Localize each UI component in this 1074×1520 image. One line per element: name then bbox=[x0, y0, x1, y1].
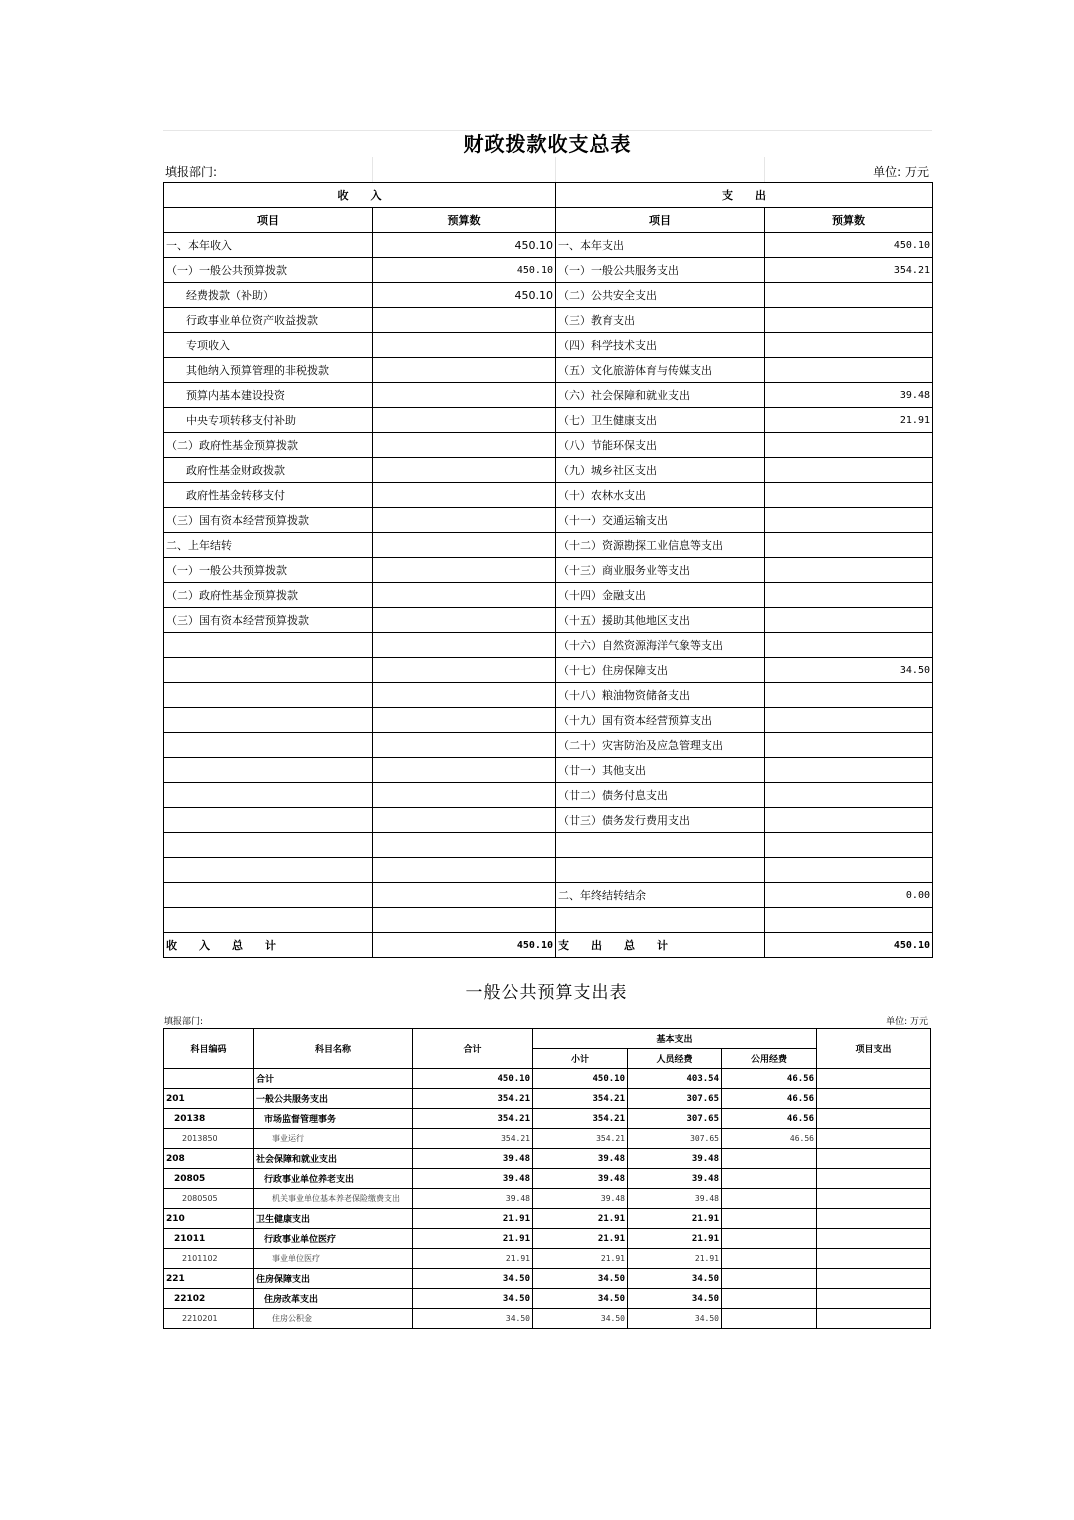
table2-row bbox=[164, 1249, 931, 1269]
cell-subtotal: 21.91 bbox=[533, 1229, 628, 1249]
expense-item: （五）文化旅游体育与传媒支出 bbox=[556, 358, 765, 383]
cell-name: 住房改革支出 bbox=[254, 1289, 413, 1309]
table2-row bbox=[164, 1169, 931, 1189]
table1-row bbox=[164, 808, 933, 833]
table2-row bbox=[164, 1289, 931, 1309]
expense-item: （廿二）债务付息支出 bbox=[556, 783, 765, 808]
expense-value bbox=[765, 833, 933, 858]
cell-subtotal: 354.21 bbox=[533, 1089, 628, 1109]
income-budget-header: 预算数 bbox=[373, 208, 556, 233]
cell-public bbox=[722, 1209, 817, 1229]
cell-name: 市场监督管理事务 bbox=[254, 1109, 413, 1129]
table1-row bbox=[164, 508, 933, 533]
expense-value bbox=[765, 533, 933, 558]
expense-value: 34.50 bbox=[765, 658, 933, 683]
table2-row bbox=[164, 1229, 931, 1249]
income-value bbox=[373, 808, 556, 833]
expense-value: 450.10 bbox=[765, 233, 933, 258]
cell-subtotal: 34.50 bbox=[533, 1289, 628, 1309]
income-item bbox=[164, 633, 373, 658]
expense-item: （十四）金融支出 bbox=[556, 583, 765, 608]
cell-public bbox=[722, 1309, 817, 1329]
table1-row bbox=[164, 258, 933, 283]
expense-value: 354.21 bbox=[765, 258, 933, 283]
cell-code bbox=[164, 1069, 254, 1089]
expense-item: （十）农林水支出 bbox=[556, 483, 765, 508]
cell-total: 21.91 bbox=[413, 1249, 533, 1269]
income-item: 其他纳入预算管理的非税拨款 bbox=[164, 358, 373, 383]
cell-name: 行政事业单位养老支出 bbox=[254, 1169, 413, 1189]
cell-code: 2013850 bbox=[164, 1129, 254, 1149]
income-item: （一）一般公共预算拨款 bbox=[164, 258, 373, 283]
income-header: 收 入 bbox=[164, 183, 556, 208]
income-item bbox=[164, 758, 373, 783]
cell-total: 21.91 bbox=[413, 1209, 533, 1229]
cell-project bbox=[817, 1109, 931, 1129]
income-item: 专项收入 bbox=[164, 333, 373, 358]
name-header: 科目名称 bbox=[254, 1029, 413, 1069]
cell-subtotal: 34.50 bbox=[533, 1269, 628, 1289]
cell-subtotal: 39.48 bbox=[533, 1189, 628, 1209]
cell-subtotal: 34.50 bbox=[533, 1309, 628, 1329]
table1-row bbox=[164, 708, 933, 733]
income-value bbox=[373, 408, 556, 433]
cell-public: 46.56 bbox=[722, 1089, 817, 1109]
cell-personnel: 34.50 bbox=[628, 1309, 722, 1329]
cell-personnel: 39.48 bbox=[628, 1149, 722, 1169]
cell-personnel: 21.91 bbox=[628, 1229, 722, 1249]
cell-code: 2101102 bbox=[164, 1249, 254, 1269]
table1-title: 财政拨款收支总表 bbox=[163, 130, 932, 157]
income-value bbox=[373, 583, 556, 608]
expense-item: （十九）国有资本经营预算支出 bbox=[556, 708, 765, 733]
cell-personnel: 21.91 bbox=[628, 1209, 722, 1229]
cell-code: 201 bbox=[164, 1089, 254, 1109]
total-header: 合计 bbox=[413, 1029, 533, 1069]
income-item: 预算内基本建设投资 bbox=[164, 383, 373, 408]
income-value bbox=[373, 633, 556, 658]
table1-row bbox=[164, 683, 933, 708]
cell-total: 34.50 bbox=[413, 1309, 533, 1329]
cell-subtotal: 21.91 bbox=[533, 1209, 628, 1229]
cell-personnel: 34.50 bbox=[628, 1289, 722, 1309]
income-value bbox=[373, 308, 556, 333]
cell-personnel: 39.48 bbox=[628, 1169, 722, 1189]
cell-code: 208 bbox=[164, 1149, 254, 1169]
cell-code: 2210201 bbox=[164, 1309, 254, 1329]
expense-item: （十五）援助其他地区支出 bbox=[556, 608, 765, 633]
cell-public bbox=[722, 1149, 817, 1169]
cell-total: 39.48 bbox=[413, 1149, 533, 1169]
table1-row bbox=[164, 408, 933, 433]
income-total-value: 450.10 bbox=[373, 933, 556, 958]
income-item: （二）政府性基金预算拨款 bbox=[164, 583, 373, 608]
table1-row bbox=[164, 908, 933, 933]
expense-value bbox=[765, 858, 933, 883]
personnel-header: 人员经费 bbox=[628, 1049, 722, 1069]
cell-public bbox=[722, 1169, 817, 1189]
expense-value bbox=[765, 358, 933, 383]
income-item: 政府性基金转移支付 bbox=[164, 483, 373, 508]
expense-value bbox=[765, 333, 933, 358]
cell-total: 354.21 bbox=[413, 1109, 533, 1129]
expense-item: （九）城乡社区支出 bbox=[556, 458, 765, 483]
income-item bbox=[164, 708, 373, 733]
income-value: 450.10 bbox=[373, 258, 556, 283]
income-value bbox=[373, 483, 556, 508]
table2-row bbox=[164, 1209, 931, 1229]
income-value bbox=[373, 733, 556, 758]
cell-total: 354.21 bbox=[413, 1129, 533, 1149]
fiscal-summary-table bbox=[163, 130, 932, 958]
income-item bbox=[164, 683, 373, 708]
table2-row bbox=[164, 1269, 931, 1289]
expense-item: （十三）商业服务业等支出 bbox=[556, 558, 765, 583]
income-value bbox=[373, 833, 556, 858]
income-item: （一）一般公共预算拨款 bbox=[164, 558, 373, 583]
table1-row bbox=[164, 833, 933, 858]
expense-item: 二、年终结转结余 bbox=[556, 883, 765, 908]
table2-meta bbox=[163, 1006, 930, 1028]
cell-total: 34.50 bbox=[413, 1289, 533, 1309]
cell-project bbox=[817, 1209, 931, 1229]
cell-project bbox=[817, 1229, 931, 1249]
table2-row bbox=[164, 1089, 931, 1109]
expense-item bbox=[556, 908, 765, 933]
expense-item: （十七）住房保障支出 bbox=[556, 658, 765, 683]
expense-item: （廿一）其他支出 bbox=[556, 758, 765, 783]
table2-row bbox=[164, 1129, 931, 1149]
expense-item: （四）科学技术支出 bbox=[556, 333, 765, 358]
expense-item-header: 项目 bbox=[556, 208, 765, 233]
expense-item: （廿三）债务发行费用支出 bbox=[556, 808, 765, 833]
income-item bbox=[164, 658, 373, 683]
table1-row bbox=[164, 308, 933, 333]
cell-name: 一般公共服务支出 bbox=[254, 1089, 413, 1109]
expense-value bbox=[765, 908, 933, 933]
dept-label: 填报部门: bbox=[165, 165, 218, 179]
income-value bbox=[373, 508, 556, 533]
table2-row bbox=[164, 1109, 931, 1129]
expense-value bbox=[765, 283, 933, 308]
expense-item: （六）社会保障和就业支出 bbox=[556, 383, 765, 408]
expense-item: （一）一般公共服务支出 bbox=[556, 258, 765, 283]
cell-project bbox=[817, 1289, 931, 1309]
table2-row bbox=[164, 1069, 931, 1089]
expense-value bbox=[765, 708, 933, 733]
table1-row bbox=[164, 883, 933, 908]
expense-budget-header: 预算数 bbox=[765, 208, 933, 233]
cell-project bbox=[817, 1249, 931, 1269]
code-header: 科目编码 bbox=[164, 1029, 254, 1069]
table1-row bbox=[164, 858, 933, 883]
table1-row bbox=[164, 358, 933, 383]
cell-code: 20805 bbox=[164, 1169, 254, 1189]
cell-public bbox=[722, 1269, 817, 1289]
unit-label: 单位: 万元 bbox=[873, 165, 929, 179]
cell-code: 22102 bbox=[164, 1289, 254, 1309]
income-value bbox=[373, 708, 556, 733]
income-value bbox=[373, 908, 556, 933]
cell-code: 20138 bbox=[164, 1109, 254, 1129]
income-value bbox=[373, 783, 556, 808]
cell-code: 2080505 bbox=[164, 1189, 254, 1209]
cell-public bbox=[722, 1229, 817, 1249]
cell-project bbox=[817, 1189, 931, 1209]
table1-row bbox=[164, 583, 933, 608]
expense-value bbox=[765, 558, 933, 583]
expense-value: 0.00 bbox=[765, 883, 933, 908]
income-value bbox=[373, 333, 556, 358]
cell-name: 卫生健康支出 bbox=[254, 1209, 413, 1229]
income-value bbox=[373, 683, 556, 708]
table1-row bbox=[164, 283, 933, 308]
expense-value bbox=[765, 683, 933, 708]
cell-personnel: 307.65 bbox=[628, 1109, 722, 1129]
income-value bbox=[373, 458, 556, 483]
table1-row bbox=[164, 783, 933, 808]
table1-row bbox=[164, 608, 933, 633]
expense-value: 21.91 bbox=[765, 408, 933, 433]
income-value bbox=[373, 433, 556, 458]
cell-project bbox=[817, 1069, 931, 1089]
table1-row bbox=[164, 558, 933, 583]
table1-row bbox=[164, 458, 933, 483]
income-value bbox=[373, 383, 556, 408]
expense-item: （十六）自然资源海洋气象等支出 bbox=[556, 633, 765, 658]
table1-row bbox=[164, 333, 933, 358]
cell-total: 450.10 bbox=[413, 1069, 533, 1089]
income-item: （二）政府性基金预算拨款 bbox=[164, 433, 373, 458]
cell-public bbox=[722, 1249, 817, 1269]
table1-row bbox=[164, 633, 933, 658]
cell-subtotal: 354.21 bbox=[533, 1109, 628, 1129]
income-item: 二、上年结转 bbox=[164, 533, 373, 558]
cell-project bbox=[817, 1269, 931, 1289]
cell-name: 住房公积金 bbox=[254, 1309, 413, 1329]
table1-section-header bbox=[164, 183, 933, 208]
income-value bbox=[373, 658, 556, 683]
expense-item: （十一）交通运输支出 bbox=[556, 508, 765, 533]
expense-item: （三）教育支出 bbox=[556, 308, 765, 333]
cell-code: 210 bbox=[164, 1209, 254, 1229]
table2-row bbox=[164, 1189, 931, 1209]
income-item: 行政事业单位资产收益拨款 bbox=[164, 308, 373, 333]
cell-name: 机关事业单位基本养老保险缴费支出 bbox=[254, 1189, 413, 1209]
income-value: 450.10 bbox=[373, 283, 556, 308]
cell-public bbox=[722, 1289, 817, 1309]
cell-total: 39.48 bbox=[413, 1169, 533, 1189]
project-header: 项目支出 bbox=[817, 1029, 931, 1069]
income-value bbox=[373, 533, 556, 558]
income-item bbox=[164, 833, 373, 858]
expense-value bbox=[765, 608, 933, 633]
general-budget-expense-table bbox=[163, 980, 930, 1329]
income-item: 政府性基金财政拨款 bbox=[164, 458, 373, 483]
cell-project bbox=[817, 1169, 931, 1189]
cell-subtotal: 39.48 bbox=[533, 1169, 628, 1189]
table1-row bbox=[164, 758, 933, 783]
table1-row bbox=[164, 533, 933, 558]
expense-item: （十八）粮油物资储备支出 bbox=[556, 683, 765, 708]
expense-value bbox=[765, 808, 933, 833]
cell-public: 46.56 bbox=[722, 1129, 817, 1149]
table1-row bbox=[164, 433, 933, 458]
table1-meta bbox=[163, 157, 932, 182]
cell-public bbox=[722, 1189, 817, 1209]
expense-value bbox=[765, 308, 933, 333]
expense-value bbox=[765, 458, 933, 483]
income-value: 450.10 bbox=[373, 233, 556, 258]
income-item: 中央专项转移支付补助 bbox=[164, 408, 373, 433]
expense-item bbox=[556, 858, 765, 883]
cell-name: 行政事业单位医疗 bbox=[254, 1229, 413, 1249]
cell-name: 住房保障支出 bbox=[254, 1269, 413, 1289]
table2-grid bbox=[163, 1028, 931, 1329]
income-value bbox=[373, 758, 556, 783]
income-item: （三）国有资本经营预算拨款 bbox=[164, 508, 373, 533]
income-item bbox=[164, 883, 373, 908]
table2-title: 一般公共预算支出表 bbox=[465, 983, 628, 1003]
table1-grid bbox=[163, 182, 933, 958]
expense-header: 支 出 bbox=[556, 183, 933, 208]
expense-total-value: 450.10 bbox=[765, 933, 933, 958]
table1-row bbox=[164, 658, 933, 683]
public-header: 公用经费 bbox=[722, 1049, 817, 1069]
cell-project bbox=[817, 1149, 931, 1169]
cell-code: 21011 bbox=[164, 1229, 254, 1249]
income-item bbox=[164, 733, 373, 758]
cell-personnel: 403.54 bbox=[628, 1069, 722, 1089]
cell-name: 社会保障和就业支出 bbox=[254, 1149, 413, 1169]
cell-personnel: 307.65 bbox=[628, 1089, 722, 1109]
expense-item: （七）卫生健康支出 bbox=[556, 408, 765, 433]
expense-value: 39.48 bbox=[765, 383, 933, 408]
table1-row bbox=[164, 733, 933, 758]
income-item bbox=[164, 858, 373, 883]
cell-personnel: 21.91 bbox=[628, 1249, 722, 1269]
income-item: （三）国有资本经营预算拨款 bbox=[164, 608, 373, 633]
cell-name: 事业单位医疗 bbox=[254, 1249, 413, 1269]
expense-item bbox=[556, 833, 765, 858]
income-item bbox=[164, 808, 373, 833]
income-item bbox=[164, 783, 373, 808]
table1-row bbox=[164, 483, 933, 508]
expense-value bbox=[765, 733, 933, 758]
expense-value bbox=[765, 433, 933, 458]
income-item-header: 项目 bbox=[164, 208, 373, 233]
cell-public: 46.56 bbox=[722, 1069, 817, 1089]
cell-subtotal: 354.21 bbox=[533, 1129, 628, 1149]
cell-subtotal: 39.48 bbox=[533, 1149, 628, 1169]
table1-column-header bbox=[164, 208, 933, 233]
expense-value bbox=[765, 583, 933, 608]
cell-subtotal: 21.91 bbox=[533, 1249, 628, 1269]
table1-row bbox=[164, 233, 933, 258]
expense-value bbox=[765, 508, 933, 533]
dept-label: 填报部门: bbox=[164, 1017, 204, 1027]
expense-value bbox=[765, 758, 933, 783]
cell-name: 合计 bbox=[254, 1069, 413, 1089]
cell-code: 221 bbox=[164, 1269, 254, 1289]
cell-project bbox=[817, 1309, 931, 1329]
cell-subtotal: 450.10 bbox=[533, 1069, 628, 1089]
cell-total: 34.50 bbox=[413, 1269, 533, 1289]
cell-personnel: 34.50 bbox=[628, 1269, 722, 1289]
cell-total: 21.91 bbox=[413, 1229, 533, 1249]
income-value bbox=[373, 358, 556, 383]
expense-item: 一、本年支出 bbox=[556, 233, 765, 258]
income-value bbox=[373, 558, 556, 583]
cell-total: 39.48 bbox=[413, 1189, 533, 1209]
table2-row bbox=[164, 1149, 931, 1169]
expense-item: （二十）灾害防治及应急管理支出 bbox=[556, 733, 765, 758]
subtotal-header: 小计 bbox=[533, 1049, 628, 1069]
income-item: 一、本年收入 bbox=[164, 233, 373, 258]
table1-total-row bbox=[164, 933, 933, 958]
income-total-label: 收 入 总 计 bbox=[164, 933, 373, 958]
income-value bbox=[373, 883, 556, 908]
cell-project bbox=[817, 1089, 931, 1109]
cell-project bbox=[817, 1129, 931, 1149]
cell-public: 46.56 bbox=[722, 1109, 817, 1129]
cell-name: 事业运行 bbox=[254, 1129, 413, 1149]
expense-item: （二）公共安全支出 bbox=[556, 283, 765, 308]
table2-header-row1 bbox=[164, 1029, 931, 1049]
expense-item: （八）节能环保支出 bbox=[556, 433, 765, 458]
expense-value bbox=[765, 633, 933, 658]
income-value bbox=[373, 608, 556, 633]
table1-row bbox=[164, 383, 933, 408]
cell-total: 354.21 bbox=[413, 1089, 533, 1109]
income-item bbox=[164, 908, 373, 933]
unit-label: 单位: 万元 bbox=[886, 1017, 928, 1027]
cell-personnel: 307.65 bbox=[628, 1129, 722, 1149]
income-value bbox=[373, 858, 556, 883]
income-item: 经费拨款（补助） bbox=[164, 283, 373, 308]
expense-value bbox=[765, 483, 933, 508]
table2-row bbox=[164, 1309, 931, 1329]
expense-value bbox=[765, 783, 933, 808]
cell-personnel: 39.48 bbox=[628, 1189, 722, 1209]
expense-item: （十二）资源勘探工业信息等支出 bbox=[556, 533, 765, 558]
expense-total-label: 支 出 总 计 bbox=[556, 933, 765, 958]
basic-header: 基本支出 bbox=[533, 1029, 817, 1049]
